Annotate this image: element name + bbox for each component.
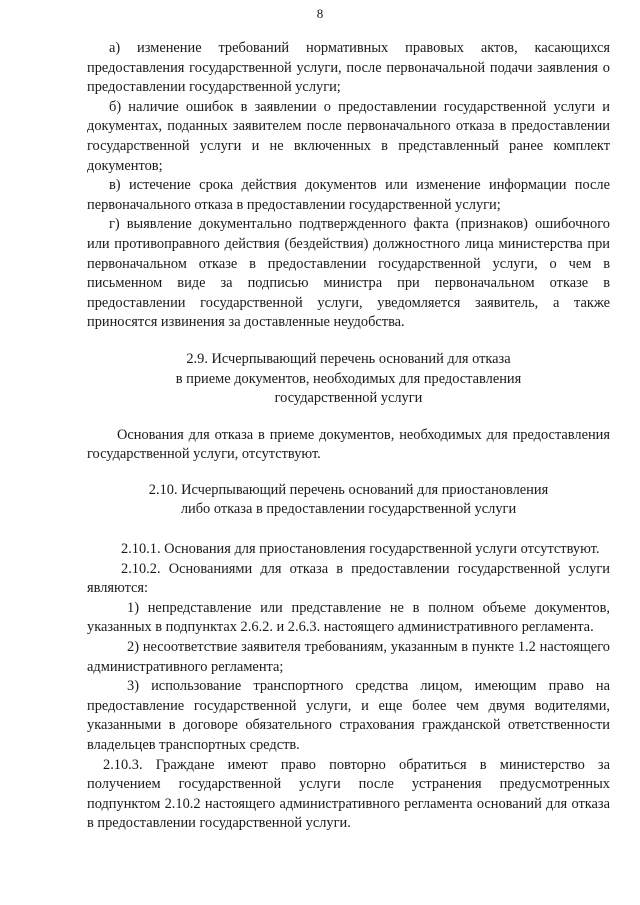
paragraph-2-10-2: 2.10.2. Основаниями для отказа в предоставлении государственной услуги являются: bbox=[87, 560, 610, 597]
section-2-10-heading bbox=[87, 481, 610, 520]
section-2-10-heading-line: либо отказа в предоставлении государственной услуги bbox=[180, 501, 517, 518]
paragraph-item-a: а) изменение требований нормативных правовых актов, касающихся предоставления государственной услуги, после первоначальной подачи заявления о предоставлении государственной услуги; bbox=[87, 40, 610, 96]
section-2-9-heading-line: в приеме документов, необходимых для предоставления bbox=[175, 370, 522, 387]
paragraph-item-b: б) наличие ошибок в заявлении о предоставлении государственной услуги и документах, поданных заявителем после первоначального отказа в предоставлении государственной услуги и не включенных в представленный ранее комплект документов; bbox=[87, 98, 610, 174]
section-2-9-heading-line: 2.9. Исчерпывающий перечень оснований для отказа bbox=[186, 350, 511, 367]
section-2-10-heading-line: 2.10. Исчерпывающий перечень оснований для приостановления bbox=[148, 481, 549, 498]
paragraph-2-10-3: 2.10.3. Граждане имеют право повторно обратиться в министерство за получением государственной услуги после устранения предусмотренных подпунктом 2.10.2 настоящего административного регламента оснований для отказа в предоставлении государственной услуги. bbox=[87, 756, 610, 832]
paragraph-2-10-1: 2.10.1. Основания для приостановления государственной услуги отсутствуют. bbox=[121, 541, 600, 558]
section-2-9-text: Основания для отказа в приеме документов, необходимых для предоставления государственной услуги, отсутствуют. bbox=[87, 426, 610, 463]
ground-item-2: 2) несоответствие заявителя требованиям, указанным в пункте 1.2 настоящего административного регламента; bbox=[87, 639, 610, 675]
ground-item-3: 3) использование транспортного средства лицом, имеющим право на предоставление государственной услуги, и еще более чем двумя водителями, указанными в договоре обязательного страхования гражданской ответственности владельцев транспортных средств. bbox=[87, 678, 610, 753]
page-number: 8 bbox=[316, 6, 324, 21]
paragraph-item-g: г) выявление документально подтвержденного факта (признаков) ошибочного или противоправного действия (бездействия) должностного лица министерства при первоначальном отказе в предоставлении государственной услуги, о чем в письменном виде за подписью министра при первоначальном отказе в предоставлении государственной услуги, уведомляется заявитель, а также приносятся извинения за доставленные неудобства. bbox=[87, 216, 610, 331]
section-2-9-heading bbox=[87, 350, 610, 409]
paragraph-item-v: в) истечение срока действия документов или изменение информации после первоначального отказа в предоставлении государственной услуги; bbox=[87, 177, 610, 213]
document-body bbox=[87, 39, 610, 834]
ground-item-1: 1) непредставление или представление не в полном объеме документов, указанных в подпунктах 2.6.2. и 2.6.3. настоящего административного регламента. bbox=[87, 599, 610, 636]
section-2-9-heading-line: государственной услуги bbox=[274, 390, 423, 407]
